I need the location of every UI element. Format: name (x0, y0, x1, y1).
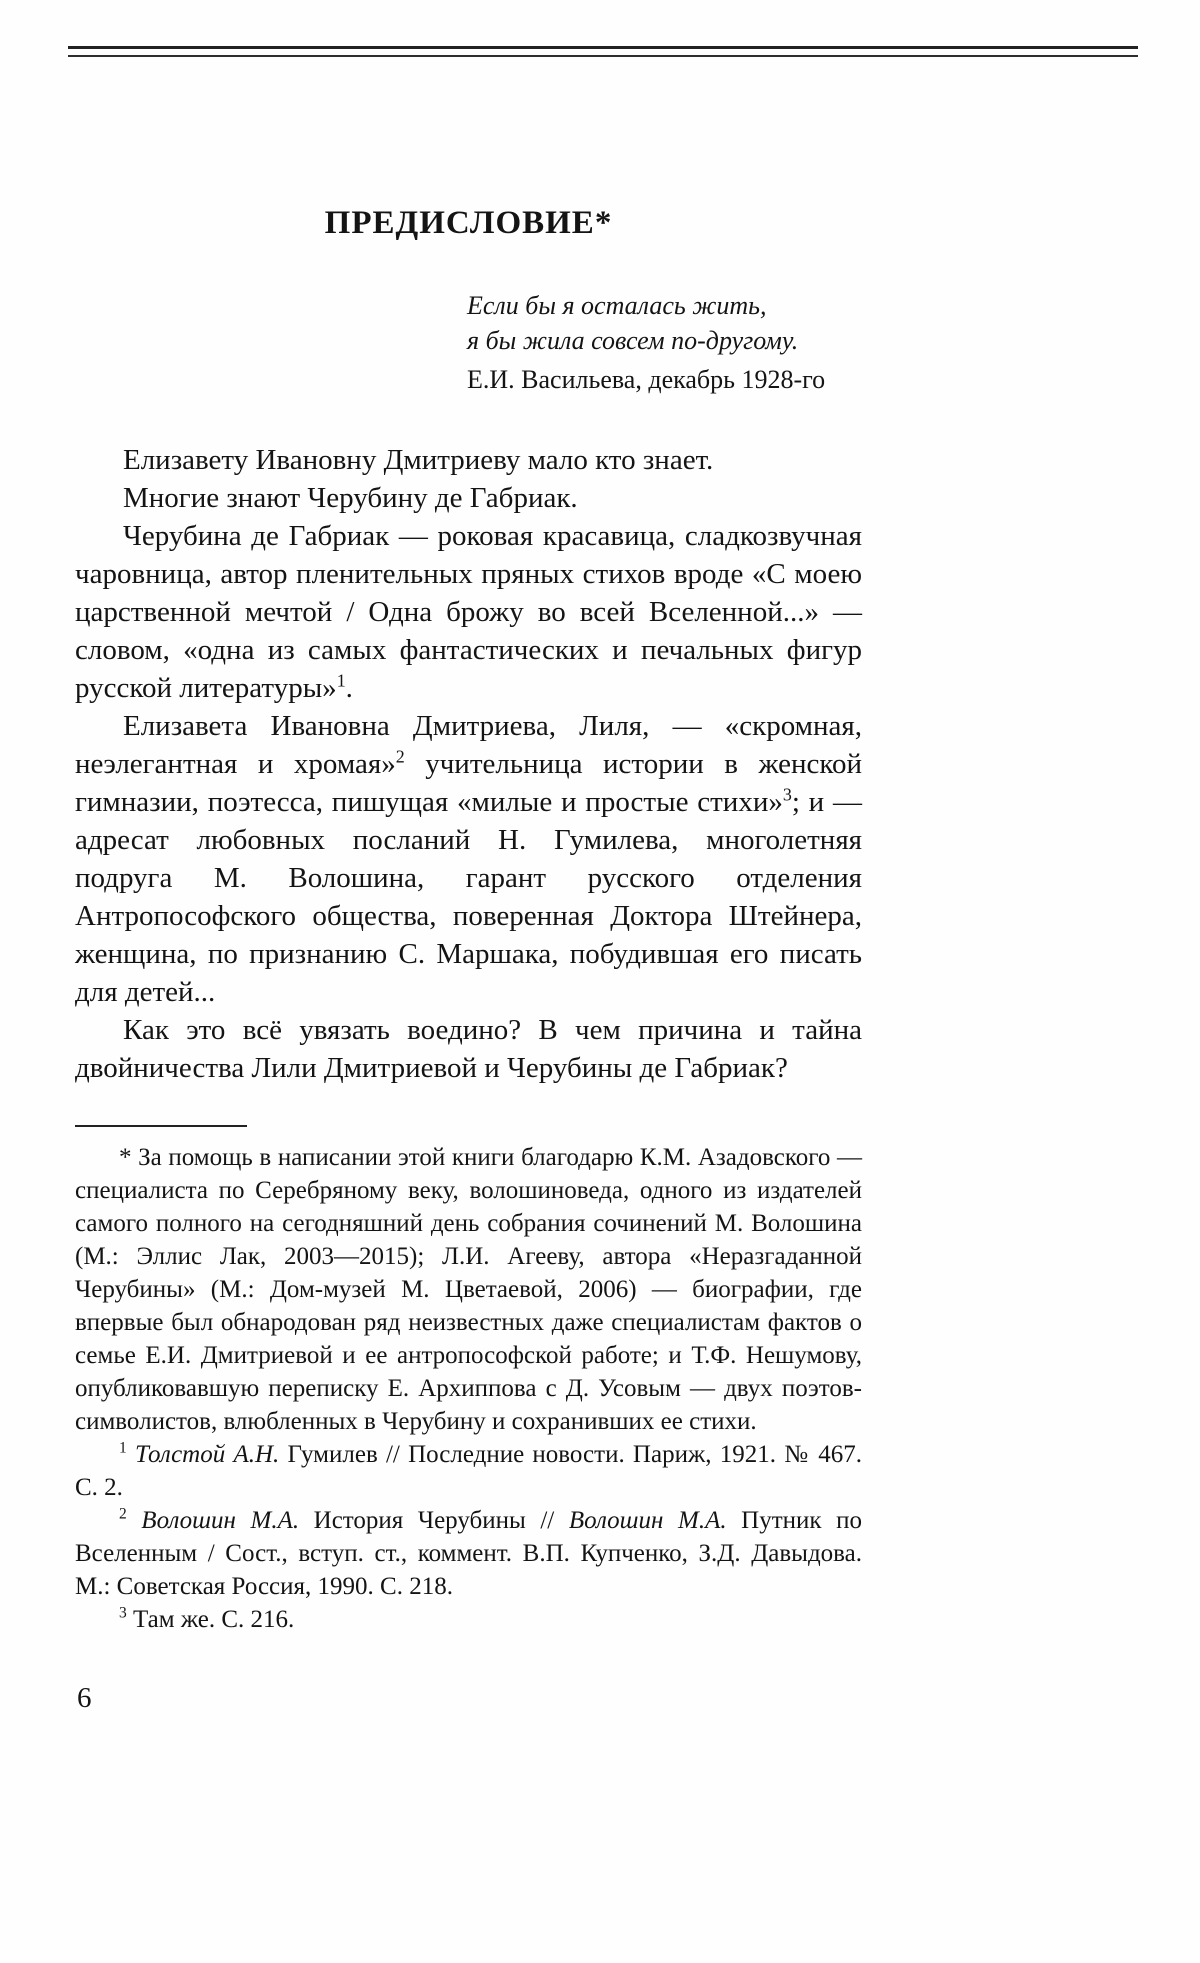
footnote-text: Там же. С. 216. (126, 1606, 295, 1633)
footnote-ref-2: 2 (395, 746, 405, 767)
footnote-marker: 3 (119, 1604, 127, 1622)
body-paragraph (75, 517, 862, 707)
footnote-author: Толстой А.Н. (126, 1441, 280, 1468)
paragraph-text: Черубина де Габриак — роковая красавица, сладкозвучная чаровница, автор пленительных пряных стихов вроде «С моею царственной мечтой / Одна брожу во всей Вселенной...» — словом, «одна из самых фантастических и печальных фигур русской литературы» (75, 520, 862, 704)
footnote-marker: * (119, 1144, 132, 1171)
footnote-marker: 2 (119, 1505, 127, 1523)
epigraph-line: я бы жила совсем по-другому. (467, 326, 799, 355)
footnote-3 (75, 1603, 862, 1636)
page-number: 6 (77, 1682, 92, 1714)
paragraph-text: учительница истории в женской гимназии, поэтесса, пишущая «милые и простые стихи» (75, 748, 862, 818)
epigraph-attribution: Е.И. Васильева, декабрь 1928-го (467, 365, 826, 394)
footnote-star (75, 1141, 862, 1438)
footnote-ref-1: 1 (336, 670, 346, 691)
footnote-2 (75, 1504, 862, 1603)
paragraph-text: ; и — адресат любовных посланий Н. Гумилева, многолетняя подруга М. Волошина, гарант русского отделения Антропософского общества, поверенная Доктора Штейнера, женщина, по признанию С. Маршака, побудившая его писать для детей... (75, 786, 862, 1008)
footnote-1 (75, 1438, 862, 1504)
footnote-text: История Черубины // (299, 1507, 569, 1534)
footnote-separator-rule (75, 1125, 247, 1127)
body-paragraph: Многие знают Черубину де Габриак. (123, 482, 578, 514)
footnotes-block (75, 1141, 862, 1636)
paragraph-text: . (345, 672, 353, 704)
footnote-author: Волошин М.А. (126, 1507, 300, 1534)
body-text (75, 441, 862, 1087)
footnote-text: За помощь в написании этой книги благодарю К.М. Азадовского — специалиста по Серебряному веку, волошиноведа, одного из издателей самого полного на сегодняшний день собрания сочинений М. Волошина (М.: Эллис Лак, 2003—2015); Л.И. Агееву, автора «Неразгаданной Черубины» (М.: Дом-музей М. Цветаевой, 2006) — биографии, где впервые был обнародован ряд неизвестных даже специалистам фактов о семье Е.И. Дмитриевой и ее антропософской работе; и Т.Ф. Нешумову, опубликовавшую переписку Е. Архиппова с Д. Усовым — двух поэтов-символистов, влюбленных в Черубину и сохранивших ее стихи. (75, 1144, 862, 1435)
footnote-text: Гумилев // Последние новости. Париж, 1921. № 467. С. 2. (75, 1441, 863, 1501)
paragraph-text: Елизавета Ивановна Дмитриева, Лиля, — «скромная, неэлегантная и хромая» (75, 710, 862, 780)
body-paragraph: Как это всё увязать воедино? В чем причина и тайна двойничества Лили Дмитриевой и Черубины де Габриак? (75, 1014, 862, 1084)
epigraph (467, 288, 862, 397)
footnote-text: Путник по Вселенным / Сост., вступ. ст., коммент. В.П. Купченко, З.Д. Давыдова. М.: Советская Россия, 1990. С. 218. (75, 1507, 862, 1600)
footnote-author: Волошин М.А. (568, 1507, 727, 1534)
page-title: ПРЕДИСЛОВИЕ* (324, 205, 613, 241)
text-column (75, 0, 862, 1715)
body-paragraph (75, 707, 862, 1011)
body-paragraph: Елизавету Ивановну Дмитриеву мало кто знает. (123, 444, 714, 476)
footnote-ref-3: 3 (782, 784, 792, 805)
epigraph-line: Если бы я осталась жить, (467, 291, 767, 320)
footnote-marker: 1 (119, 1439, 127, 1457)
